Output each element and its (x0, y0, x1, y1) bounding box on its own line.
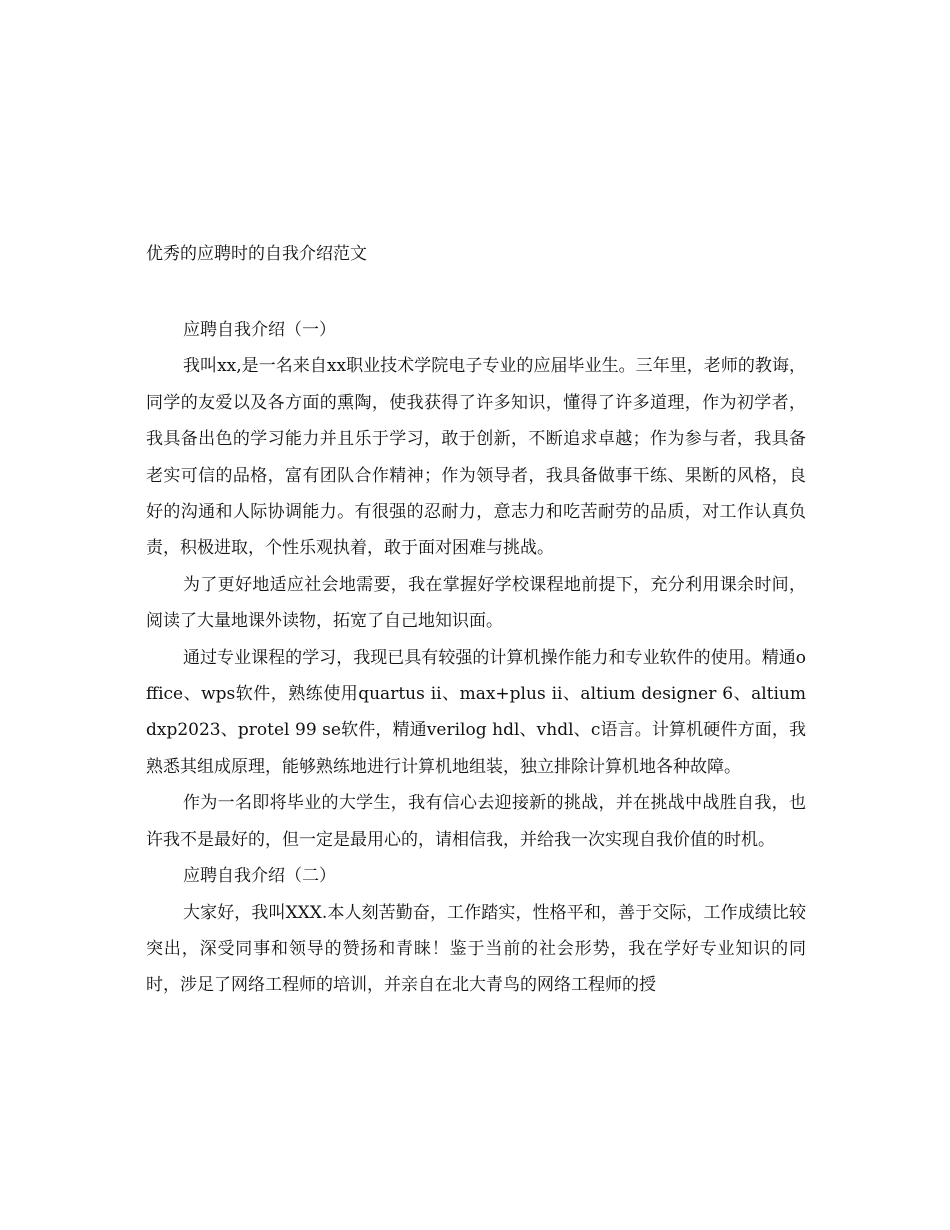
paragraph: 通过专业课程的学习，我现已具有较强的计算机操作能力和专业软件的使用。精通office、wps软件，熟练使用quartus ii、max+plus ii、altium designer 6、altium dxp2023、protel 99 se软件，精通verilog hdl、vhdl、c语言。计算机硬件方面，我熟悉其组成原理，能够熟练地进行计算机地组装，独立排除计算机地各种故障。 (146, 647, 806, 777)
paragraph: 大家好，我叫XXX.本人刻苦勤奋，工作踏实，性格平和，善于交际，工作成绩比较突出，深受同事和领导的赞扬和青睐！鉴于当前的社会形势，我在学好专业知识的同时，涉足了网络工程师的培训，并亲自在北大青鸟的网络工程师的授 (146, 902, 806, 996)
document-title: 优秀的应聘时的自我介绍范文 (146, 244, 367, 264)
paragraph: 我叫xx,是一名来自xx职业技术学院电子专业的应届毕业生。三年里，老师的教诲，同学的友爱以及各方面的熏陶，使我获得了许多知识，懂得了许多道理，作为初学者，我具备出色的学习能力并且乐于学习，敢于创新，不断追求卓越；作为参与者，我具备老实可信的品格，富有团队合作精神；作为领导者，我具备做事干练、果断的风格，良好的沟通和人际协调能力。有很强的忍耐力，意志力和吃苦耐劳的品质，对工作认真负责，积极进取，个性乐观执着，敢于面对困难与挑战。 (146, 356, 806, 559)
document-body (146, 312, 806, 1004)
section-heading-1: 应聘自我介绍（一） (183, 320, 336, 340)
paragraph: 为了更好地适应社会地需要，我在掌握好学校课程地前提下，充分利用课余时间，阅读了大量地课外读物，拓宽了自己地知识面。 (146, 574, 806, 632)
section-heading-2: 应聘自我介绍（二） (183, 866, 336, 887)
paragraph: 作为一名即将毕业的大学生，我有信心去迎接新的挑战，并在挑战中战胜自我，也许我不是最好的，但一定是最用心的，请相信我，并给我一次实现自我价值的时机。 (146, 793, 806, 850)
